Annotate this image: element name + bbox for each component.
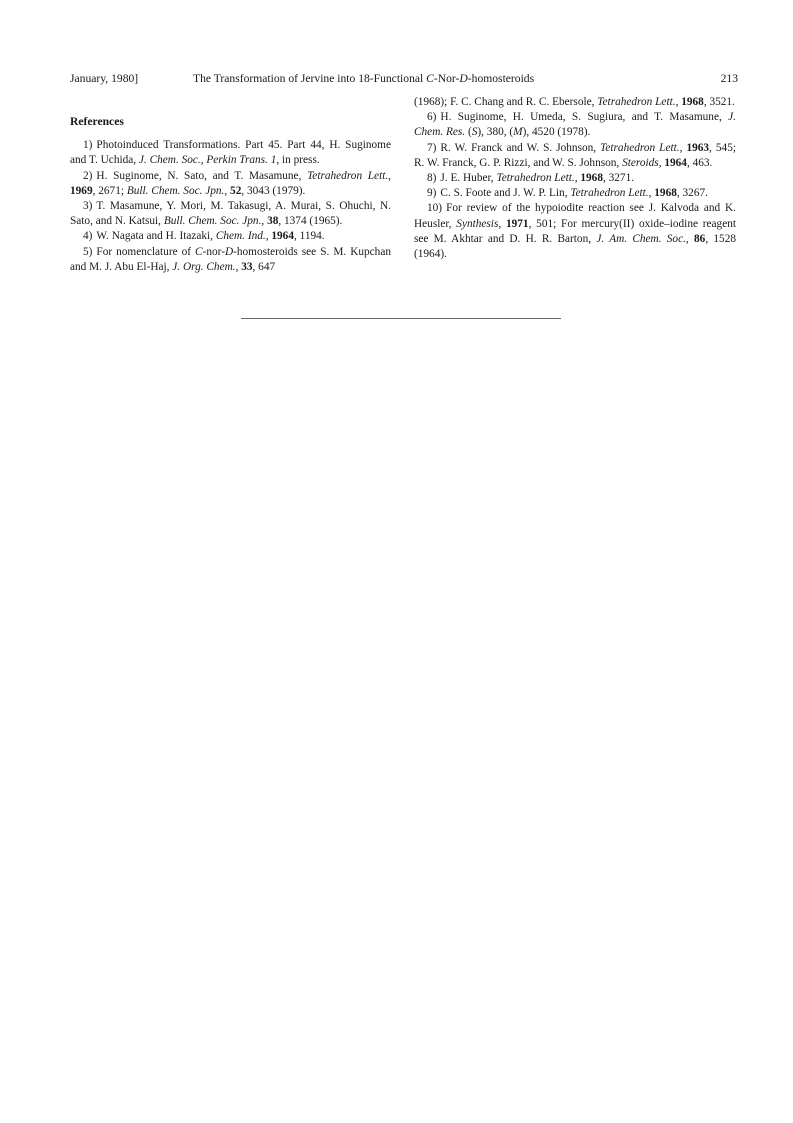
running-title: The Transformation of Jervine into 18-Functional C-Nor-D-homosteroids	[193, 72, 535, 85]
reference-10: 10) For review of the hypoiodite reaction see J. Kalvoda and K. Heusler, Synthesis, 1971, 501; For mercury(II) oxide–iodine reagent see M. Akhtar and D. H. R. Barton, J. Am. Chem. Soc., 86, 1528 (1964).	[414, 202, 737, 261]
reference-6: 6) H. Suginome, H. Umeda, S. Sugiura, and T. Masamune, J. Chem. Res. (S), 380, (M), 4520 (1978).	[414, 111, 736, 139]
reference-8: 8) J. E. Huber, Tetrahedron Lett., 1968, 3271.	[427, 172, 635, 185]
reference-4: 4) W. Nagata and H. Itazaki, Chem. Ind., 1964, 1194.	[83, 230, 325, 243]
reference-9: 9) C. S. Foote and J. W. P. Lin, Tetrahedron Lett., 1968, 3267.	[427, 187, 708, 200]
reference-5: 5) For nomenclature of C-nor-D-homosteroids see S. M. Kupchan and M. J. Abu El-Haj, J. Org. Chem., 33, 647	[70, 245, 391, 273]
references-right-column	[414, 95, 736, 262]
page-number: 213	[720, 72, 738, 85]
reference-2: 2) H. Suginome, N. Sato, and T. Masamune, Tetrahedron Lett., 1969, 2671; Bull. Chem. Soc. Jpn., 52, 3043 (1979).	[70, 169, 391, 197]
reference-5-continued: (1968); F. C. Chang and R. C. Ebersole, Tetrahedron Lett., 1968, 3521.	[414, 96, 735, 108]
end-of-article-rule	[241, 318, 561, 319]
references-left-column	[70, 114, 391, 275]
reference-7: 7) R. W. Franck and W. S. Johnson, Tetrahedron Lett., 1963, 545; R. W. Franck, G. P. Rizzi, and W. S. Johnson, Steroids, 1964, 463.	[414, 141, 736, 169]
issue-date: January, 1980]	[70, 72, 139, 85]
references-heading: References	[70, 115, 124, 128]
reference-3: 3) T. Masamune, Y. Mori, M. Takasugi, A. Murai, S. Ohuchi, N. Sato, and N. Katsui, Bull. Chem. Soc. Jpn., 38, 1374 (1965).	[70, 200, 391, 228]
reference-1: 1) Photoinduced Transformations. Part 45. Part 44, H. Suginome and T. Uchida, J. Chem. Soc., Perkin Trans. 1, in press.	[70, 139, 391, 167]
